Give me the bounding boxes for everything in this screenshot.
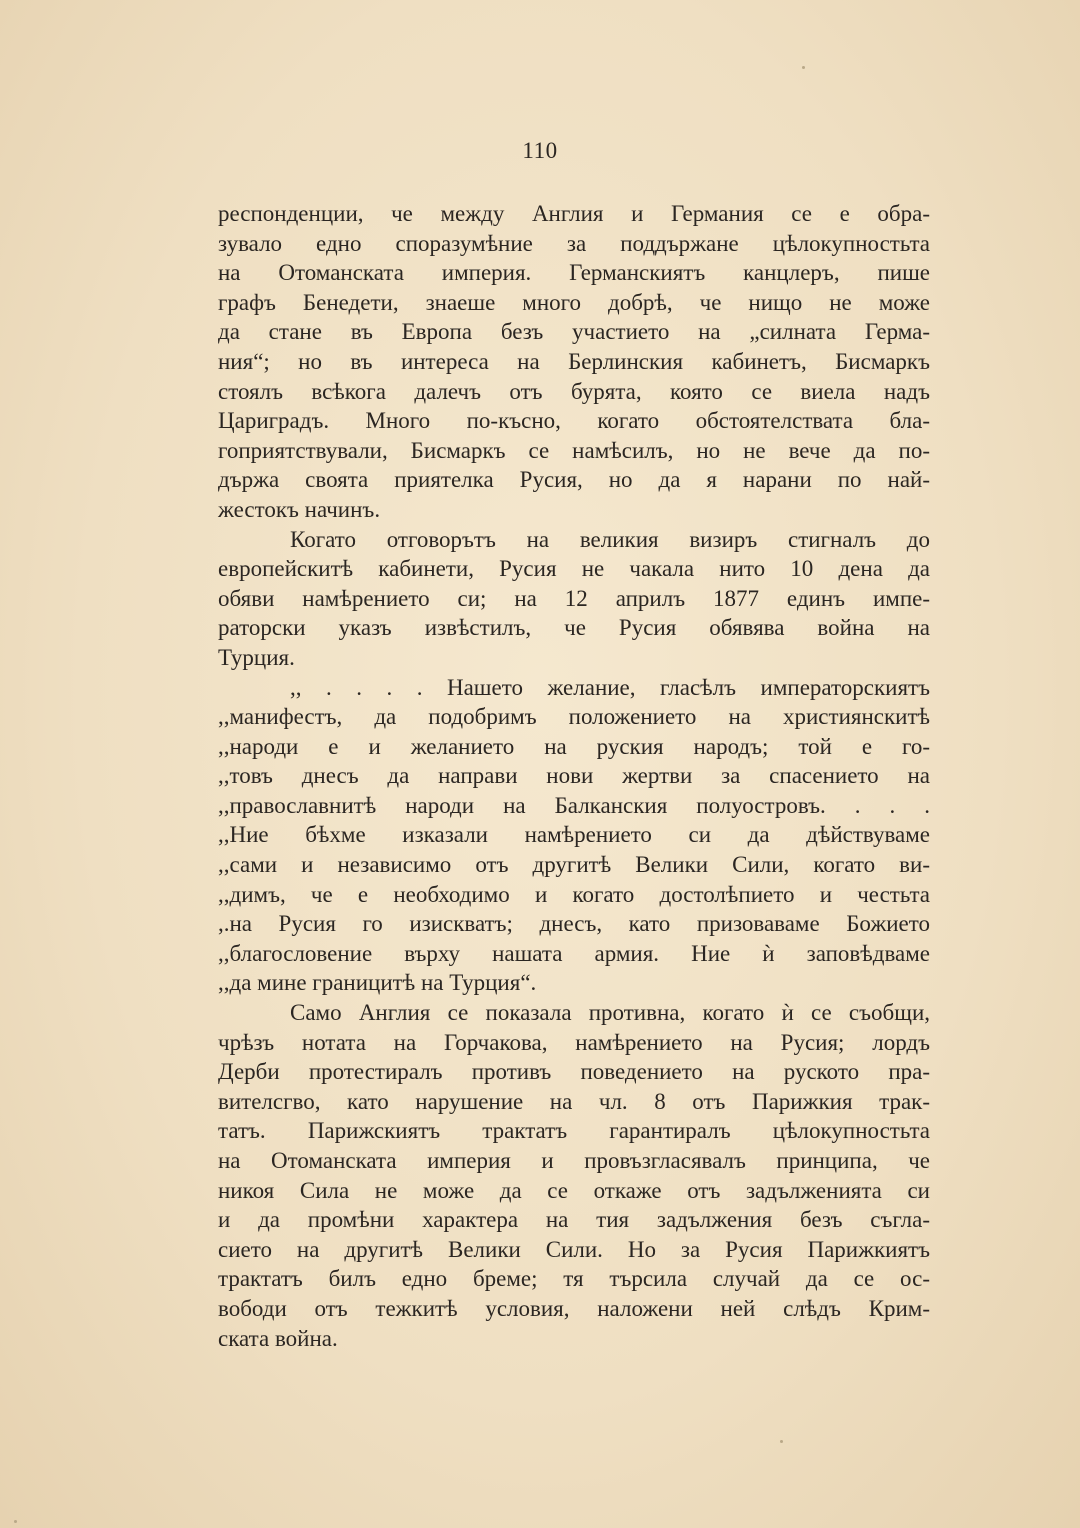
text-line: на Отоманската империя. Германскиятъ канцлеръ, пише xyxy=(218,260,930,286)
text-line: ,,димъ, че е необходимо и когато достолѣпието и честьта xyxy=(218,881,930,907)
text-line: да стане въ Европа безъ участието на „силната Герма- xyxy=(218,319,930,345)
text-line: графъ Бенедети, знаеше много добрѣ, че нищо не може xyxy=(218,289,930,315)
text-line: Когато отговорътъ на великия визиръ стигналъ до xyxy=(290,526,930,552)
paper-speck xyxy=(780,1440,783,1443)
text-line: ,,сами и независимо отъ другитѣ Велики Сили, когато ви- xyxy=(218,852,930,878)
text-line: раторски указъ извѣстилъ, че Русия обявява война на xyxy=(218,615,930,641)
text-line: обяви намѣрението си; на 12 априлъ 1877 единъ импе- xyxy=(218,585,930,611)
text-line: Цариградъ. Много по-късно, когато обстоятелствата бла- xyxy=(218,408,930,434)
text-line: жестокъ начинъ. xyxy=(218,496,381,522)
text-line: стоялъ всѣкога далечъ отъ бурята, която се виела надъ xyxy=(218,378,930,404)
paragraph xyxy=(218,673,930,999)
paper-speck xyxy=(14,1520,17,1523)
text-line: ,, . . . . Нашето желание, гласѣлъ императорскиятъ xyxy=(290,674,930,700)
text-line: вителсгво, като нарушение на чл. 8 отъ Парижкия трак- xyxy=(218,1088,930,1114)
text-line: ,.на Русия го изискватъ; днесъ, като призоваваме Божието xyxy=(218,911,930,937)
text-line: ,,товъ днесъ да направи нови жертви за спасението на xyxy=(218,763,930,789)
text-line: сието на другитѣ Велики Сили. Но за Русия Парижкиятъ xyxy=(218,1236,930,1262)
paragraph xyxy=(218,998,930,1353)
text-line: вободи отъ тежкитѣ условия, наложени ней слѣдъ Крим- xyxy=(218,1295,930,1321)
paper-speck xyxy=(802,66,805,69)
page-number: 110 xyxy=(522,138,558,163)
text-line: европейскитѣ кабинети, Русия не чакала нито 10 дена да xyxy=(218,556,930,582)
text-line: Само Англия се показала противна, когато ѝ се съобщи, xyxy=(290,1000,930,1026)
text-line: ,,Ние бѣхме изказали намѣрението си да дѣйствуваме xyxy=(218,822,930,848)
text-line: Дерби протестиралъ противъ поведението на руското пра- xyxy=(218,1059,930,1085)
text-line: ,,православнитѣ народи на Балканския полуостровъ. . . . xyxy=(218,792,930,818)
text-line: държа своята приятелка Русия, но да я нарани по най- xyxy=(218,467,930,493)
text-line: ,,благословение върху нашата армия. Ние ѝ заповѣдваме xyxy=(218,940,930,966)
text-line: ската война. xyxy=(218,1325,338,1351)
paragraph xyxy=(218,199,930,525)
text-line: респонденции, че между Англия и Германия се е обра- xyxy=(218,201,930,226)
paragraph xyxy=(218,525,930,673)
text-line: чрѣзъ нотата на Горчакова, намѣрението на Русия; лордъ xyxy=(218,1029,930,1055)
text-line: зувало едно споразумѣние за поддържане цѣлокупностьта xyxy=(218,230,930,256)
text-line: никоя Сила не може да се откаже отъ задълженията си xyxy=(218,1177,930,1203)
body-text xyxy=(218,199,930,1353)
text-line: трактатъ билъ едно бреме; тя търсила случай да се ос- xyxy=(218,1266,930,1292)
text-line: ,,народи е и желанието на руския народъ; той е го- xyxy=(218,733,930,759)
text-line: гоприятствували, Бисмаркъ се намѣсилъ, но не вече да по- xyxy=(218,437,930,463)
text-line: татъ. Парижскиятъ трактатъ гарантиралъ цѣлокупностьта xyxy=(218,1118,930,1144)
text-line: Турция. xyxy=(218,644,295,670)
text-line: ния“; но въ интереса на Берлинския кабинетъ, Бисмаркъ xyxy=(218,348,930,374)
text-line: ,,манифестъ, да подобримъ положението на християнскитѣ xyxy=(218,704,930,730)
text-line: и да промѣни характера на тия задължения безъ съгла- xyxy=(218,1207,930,1233)
text-line: на Отоманската империя и провъзгласявалъ принципа, че xyxy=(218,1148,930,1173)
text-line: ,,да мине границитѣ на Турция“. xyxy=(218,970,537,996)
